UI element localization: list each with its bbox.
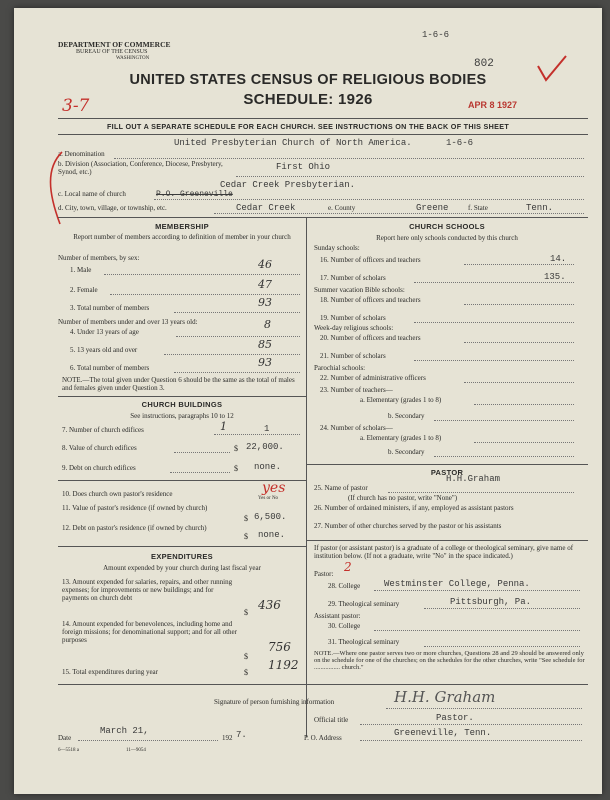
q15-value: 1192 bbox=[268, 658, 299, 672]
q7-hand: 1 bbox=[220, 420, 227, 433]
q8-label: 8. Value of church edifices bbox=[62, 444, 137, 452]
q28-label: 28. College bbox=[328, 582, 361, 590]
schedule-number: 802 bbox=[474, 58, 494, 70]
q25-value: H.H.Graham bbox=[446, 474, 501, 484]
q10-options: Yes or No bbox=[258, 496, 279, 501]
q4-value: 8 bbox=[264, 318, 271, 331]
instructions-line: FILL OUT A SEPARATE SCHEDULE FOR EACH CHURCH. SEE INSTRUCTIONS ON THE BACK OF THIS SHEET bbox=[106, 122, 510, 131]
age-label: Number of members under and over 13 years old: bbox=[58, 318, 198, 326]
q7-value: 1 bbox=[264, 424, 270, 434]
q30-label: 30. College bbox=[328, 622, 361, 630]
struck-po-text: P.O. Greeneville bbox=[156, 190, 233, 199]
q22-label: 22. Number of administrative officers bbox=[320, 374, 426, 382]
q23-label: 23. Number of teachers— bbox=[320, 386, 393, 394]
q7-label: 7. Number of church edifices bbox=[62, 426, 144, 434]
division-label: b. Division (Association, Conference, Diocese, Presbytery, Synod, etc.) bbox=[58, 160, 223, 176]
q24a-label: a. Elementary (grades 1 to 8) bbox=[360, 434, 442, 442]
q9-label: 9. Debt on church edifices bbox=[62, 464, 136, 472]
q12-dollar: $ bbox=[244, 532, 248, 541]
q5-label: 5. 13 years old and over bbox=[70, 346, 138, 354]
q11-value: 6,500. bbox=[254, 512, 287, 522]
q23b-label: b. Secondary bbox=[388, 412, 425, 420]
q15-label: 15. Total expenditures during year bbox=[62, 668, 158, 676]
pastor-label: Pastor: bbox=[314, 570, 334, 578]
q8-value: 22,000. bbox=[246, 442, 284, 452]
q25-note: (If church has no pastor, write "None") bbox=[348, 494, 458, 502]
date-label: Date bbox=[58, 734, 72, 742]
pastor-note: NOTE.—Where one pastor serves two or more churches, Questions 28 and 29 should be answered only on the schedule for one of the churches; on the schedules for the other churches, write "See schedule for ................ church." bbox=[314, 650, 585, 671]
state-value: Tenn. bbox=[526, 203, 554, 213]
schedule-title: SCHEDULE: 1926 bbox=[243, 91, 373, 108]
q14-label: 14. Amount expended for benevolences, including home and foreign missions; for denominational support; and for all other purposes bbox=[62, 620, 237, 644]
city-value: Cedar Creek bbox=[236, 203, 296, 213]
q25-label: 25. Name of pastor bbox=[314, 484, 368, 492]
city-label: d. City, town, village, or township, etc. bbox=[58, 204, 167, 212]
received-stamp: APR 8 1927 bbox=[468, 100, 518, 110]
census-form-page: DEPARTMENT OF COMMERCE BUREAU OF THE CENSUS WASHINGTON 1-6-6 802 UNITED STATES CENSUS OF RELIGIOUS BODIES SCHEDULE: 1926 3-7 APR 8 1927 FILL OUT A SEPARATE SCHEDULE FOR EACH CHURCH. SEE INSTRUCTIONS ON THE BACK OF THIS SHEET United Presbyterian Church of North America. 1-6-6 a. Denomination b. Division (Association, Conference, Diocese, Presbytery, Synod, etc.) First Ohio Cedar Creek Presbyterian. c. Local name of church P.O. Greeneville d. City, town, village, or township, etc. Cedar Creek e. County Greene f. State Tenn. MEMBERSHIP Report number of members according to definition of member in your church Number of members, by sex: 1. Male 46 2. Female 47 3. Total number of members 93 Number of members under and over 13 years old: 4. Under 13 years of age 8 5. 13 years old and over 85 6. Total number of members 93 NOTE.—The total given under Question 6 should be the same as the total of males and females given under Question 3. CHURCH BUILDINGS See instructions, paragraphs 10 to 12 7. Number of church edifices 1 1 8. Value of church edifices $ 22,000. 9. Debt on church edifices $ none. 10. Does church own pastor's residence yes Yes or No 11. Value of pastor's residence (if owned by church) $ 6,500. 12. Debt on pastor's residence (if owned by church) $ none. EXPENDITURES Amount expended by your church during last fiscal year 13. Amount expended for salaries, repairs, and other running expenses; for improvements or new buildings; and for payments on church debt $ 436 14. Amount expended for benevolences, including home and foreign missions; for denominational support; and for all other purposes $ 756 15. Total expenditures during year $ 1192 CHURCH SCHOOLS Report here only schools conducted by this church Sunday schools: 16. Number of officers and teachers 14. 17. Number of scholars 135. Summer vacation Bible schools: 18. Number of officers and teachers 19. Number of scholars Week-day religious schools: 20. Number of officers and teachers 21. Number of scholars Parochial schools: 22. Number of administrative officers 23. Number of teachers— a. Elementary (grades 1 to 8) b. Secondary 24. Number of scholars— a. Elementary (grades 1 to 8) b. Secondary PASTOR H.H.Graham 25. Name of pastor (If church has no pastor, write "None") 26. Number of ordained ministers, if any, employed as assistant pastors 27. Number of other churches served by the pastor or his assistants If pastor (or assistant pastor) is a graduate of a college or theological seminary, give name of institution below. (If not a graduate, write "No" in the space indicated.) Pastor: 2 28. College Westminster College, Penna. 29. Theological seminary Pittsburgh, Pa. Assistant pastor: 30. College 31. Theological seminary NOTE.—Where one pastor serves two or more churches, Questions 28 and 29 should be answered only on the schedule for one of the churches; on the schedules for the other churches, write "See schedule for ................ church." Signature of person furnishing information H.H. Graham Official title Pastor. Date March 21, 192 7. P. O. Address Greeneville, Tenn. 6—5518 a 11—9054 bbox=[14, 8, 602, 794]
q9-value: none. bbox=[254, 462, 282, 472]
membership-title: MEMBERSHIP bbox=[155, 222, 209, 231]
members-by-sex-label: Number of members, by sex: bbox=[58, 254, 140, 262]
date-value: March 21, bbox=[100, 726, 149, 736]
division-value: First Ohio bbox=[276, 162, 331, 172]
q6-label: 6. Total number of members bbox=[70, 364, 150, 372]
q12-value: none. bbox=[258, 530, 286, 540]
q14-dollar: $ bbox=[244, 652, 248, 661]
red-bracket-mark-icon bbox=[42, 148, 72, 228]
official-title-label: Official title bbox=[314, 716, 349, 724]
q1-value: 46 bbox=[258, 258, 272, 271]
dept-label: DEPARTMENT OF COMMERCE bbox=[58, 40, 171, 49]
q28-value: Westminster College, Penna. bbox=[384, 579, 530, 589]
q13-dollar: $ bbox=[244, 608, 248, 617]
q16-value: 14. bbox=[550, 254, 567, 264]
q29-label: 29. Theological seminary bbox=[328, 600, 400, 608]
weekday-label: Week-day religious schools: bbox=[314, 324, 394, 332]
q4-label: 4. Under 13 years of age bbox=[70, 328, 139, 336]
q12-label: 12. Debt on pastor's residence (if owned by church) bbox=[62, 524, 207, 532]
q20-label: 20. Number of officers and teachers bbox=[320, 334, 421, 342]
state-label: f. State bbox=[468, 204, 488, 212]
buildings-title: CHURCH BUILDINGS bbox=[141, 400, 223, 409]
county-label: e. County bbox=[328, 204, 356, 212]
q3-label: 3. Total number of members bbox=[70, 304, 150, 312]
year-value: 7. bbox=[236, 730, 247, 740]
q2-value: 47 bbox=[258, 278, 272, 291]
schools-title: CHURCH SCHOOLS bbox=[409, 222, 485, 231]
form-code-2: 11—9054 bbox=[126, 748, 146, 753]
q11-label: 11. Value of pastor's residence (if owned by church) bbox=[62, 504, 208, 512]
q17-label: 17. Number of scholars bbox=[320, 274, 386, 282]
corner-code: 1-6-6 bbox=[422, 30, 450, 40]
q21-label: 21. Number of scholars bbox=[320, 352, 386, 360]
q5-value: 85 bbox=[258, 338, 272, 351]
po-label: P. O. Address bbox=[304, 734, 342, 742]
county-value: Greene bbox=[416, 203, 449, 213]
q15-dollar: $ bbox=[244, 668, 248, 677]
church-name-label: c. Local name of church bbox=[58, 190, 126, 198]
church-name-value: Cedar Creek Presbyterian. bbox=[220, 180, 356, 190]
q10-value: yes bbox=[262, 480, 286, 496]
official-title-value: Pastor. bbox=[436, 713, 474, 723]
q24b-label: b. Secondary bbox=[388, 448, 425, 456]
q9-dollar: $ bbox=[234, 464, 238, 473]
membership-intro: Report number of members according to definition of member in your church bbox=[73, 233, 291, 241]
signature-label: Signature of person furnishing information bbox=[214, 698, 335, 706]
q11-dollar: $ bbox=[244, 514, 248, 523]
q8-dollar: $ bbox=[234, 444, 238, 453]
q16-label: 16. Number of officers and teachers bbox=[320, 256, 421, 264]
expenditures-sub: Amount expended by your church during last fiscal year bbox=[103, 564, 261, 572]
q17-value: 135. bbox=[544, 272, 566, 282]
summer-label: Summer vacation Bible schools: bbox=[314, 286, 405, 294]
membership-note: NOTE.—The total given under Question 6 should be the same as the total of males and females given under Question 3. bbox=[62, 376, 295, 392]
denomination-code: 1-6-6 bbox=[446, 138, 474, 148]
year-prefix: 192 bbox=[222, 734, 233, 742]
q27-label: 27. Number of other churches served by the pastor or his assistants bbox=[314, 522, 502, 530]
q10-label: 10. Does church own pastor's residence bbox=[62, 490, 173, 498]
q19-label: 19. Number of scholars bbox=[320, 314, 386, 322]
q23a-label: a. Elementary (grades 1 to 8) bbox=[360, 396, 442, 404]
q2-label: 2. Female bbox=[70, 286, 98, 294]
schools-intro: Report here only schools conducted by this church bbox=[376, 234, 518, 242]
q29-value: Pittsburgh, Pa. bbox=[450, 597, 532, 607]
q14-value: 756 bbox=[268, 640, 291, 654]
q1-label: 1. Male bbox=[70, 266, 92, 274]
parochial-label: Parochial schools: bbox=[314, 364, 366, 372]
form-title: UNITED STATES CENSUS OF RELIGIOUS BODIES bbox=[129, 72, 487, 88]
q24-label: 24. Number of scholars— bbox=[320, 424, 393, 432]
q26-label: 26. Number of ordained ministers, if any, employed as assistant pastors bbox=[314, 504, 514, 512]
graduate-note: If pastor (or assistant pastor) is a graduate of a college or theological seminary, give name of institution below. (If not a graduate, write "No" in the space indicated.) bbox=[314, 544, 574, 560]
form-code: 6—5518 a bbox=[58, 748, 79, 753]
q13-label: 13. Amount expended for salaries, repairs, and other running expenses; for improvements or new buildings; and for payments on church debt bbox=[62, 578, 233, 602]
bureau-label: BUREAU OF THE CENSUS bbox=[76, 49, 148, 55]
po-value: Greeneville, Tenn. bbox=[394, 728, 492, 738]
signature-value: H.H. Graham bbox=[394, 688, 496, 706]
denomination-label: a. Denomination bbox=[58, 150, 105, 158]
q6-value: 93 bbox=[258, 356, 272, 369]
pastor-title: PASTOR bbox=[430, 468, 464, 477]
handwritten-code: 3-7 bbox=[62, 96, 90, 116]
buildings-sub: See instructions, paragraphs 10 to 12 bbox=[130, 412, 234, 420]
expenditures-title: EXPENDITURES bbox=[151, 552, 213, 561]
q13-value: 436 bbox=[258, 598, 281, 612]
city-label: WASHINGTON bbox=[116, 56, 150, 61]
denomination-value: United Presbyterian Church of North America. bbox=[174, 138, 412, 148]
q18-label: 18. Number of officers and teachers bbox=[320, 296, 421, 304]
assistant-label: Assistant pastor: bbox=[314, 612, 361, 620]
q3-value: 93 bbox=[258, 296, 272, 309]
sunday-label: Sunday schools: bbox=[314, 244, 360, 252]
q31-label: 31. Theological seminary bbox=[328, 638, 400, 646]
